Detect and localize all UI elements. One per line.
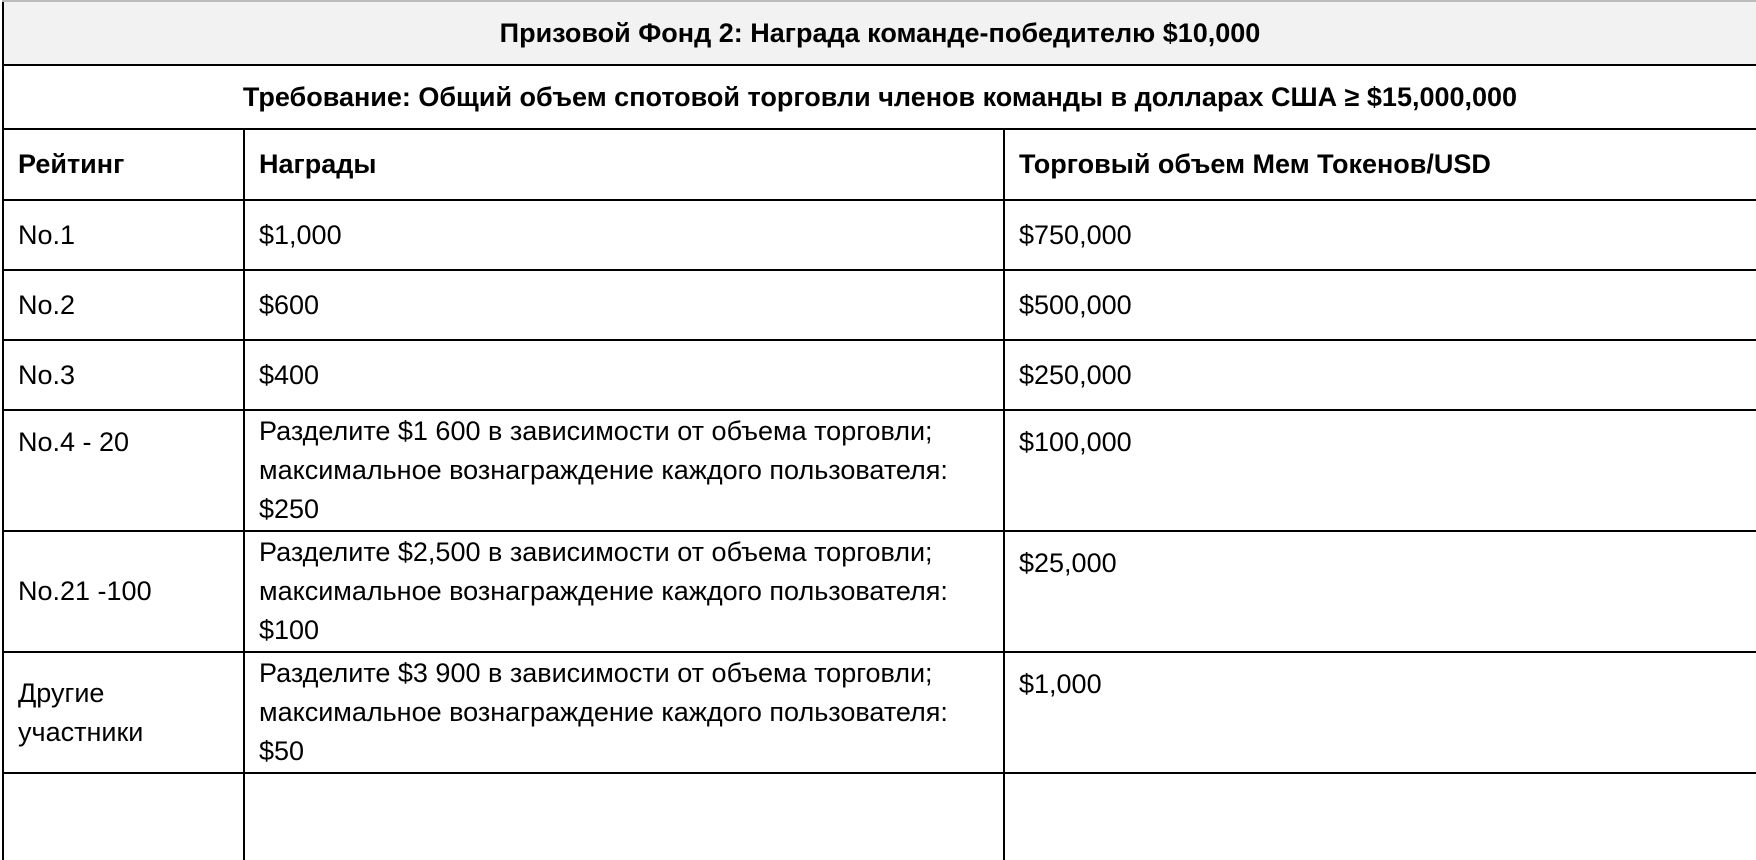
rank-cell: No.1	[3, 200, 244, 270]
reward-cell: $400	[244, 340, 1004, 410]
rank-cell: No.21 -100	[3, 531, 244, 652]
empty-cell	[1004, 773, 1756, 860]
volume-cell: $1,000	[1004, 652, 1756, 773]
requirement-text: Требование: Общий объем спотовой торговли членов команды в долларах США ≥ $15,000,000	[3, 65, 1756, 129]
volume-cell: $750,000	[1004, 200, 1756, 270]
rank-cell: Другие участники	[3, 652, 244, 773]
volume-cell: $25,000	[1004, 531, 1756, 652]
rank-cell: No.2	[3, 270, 244, 340]
table-title: Призовой Фонд 2: Награда команде-победителю $10,000	[3, 1, 1756, 65]
table-row	[3, 340, 1756, 410]
header-volume: Торговый объем Мем Токенов/USD	[1004, 129, 1756, 200]
requirement-row	[3, 65, 1756, 129]
table-row	[3, 652, 1756, 773]
empty-cell	[3, 773, 244, 860]
reward-line: Разделите $2,500 в зависимости от объема торговли;	[259, 537, 933, 567]
table-row	[3, 531, 1756, 652]
header-rank: Рейтинг	[3, 129, 244, 200]
reward-cell	[244, 410, 1004, 531]
table-row	[3, 410, 1756, 531]
reward-cell	[244, 652, 1004, 773]
volume-cell: $250,000	[1004, 340, 1756, 410]
table-row	[3, 200, 1756, 270]
prize-fund-table	[2, 0, 1756, 860]
reward-line: Разделите $3 900 в зависимости от объема торговли;	[259, 658, 933, 688]
table-row	[3, 270, 1756, 340]
volume-cell: $500,000	[1004, 270, 1756, 340]
reward-cell	[244, 531, 1004, 652]
empty-cell	[244, 773, 1004, 860]
reward-line: максимальное вознаграждение каждого пользователя: $250	[259, 455, 948, 524]
rank-cell: No.4 - 20	[3, 410, 244, 531]
reward-line: максимальное вознаграждение каждого пользователя: $100	[259, 576, 948, 645]
reward-line: максимальное вознаграждение каждого пользователя: $50	[259, 697, 948, 766]
header-row	[3, 129, 1756, 200]
header-reward: Награды	[244, 129, 1004, 200]
reward-cell: $600	[244, 270, 1004, 340]
volume-cell: $100,000	[1004, 410, 1756, 531]
rank-cell: No.3	[3, 340, 244, 410]
title-row	[3, 1, 1756, 65]
table-row-empty	[3, 773, 1756, 860]
reward-cell: $1,000	[244, 200, 1004, 270]
reward-line: Разделите $1 600 в зависимости от объема торговли;	[259, 416, 933, 446]
